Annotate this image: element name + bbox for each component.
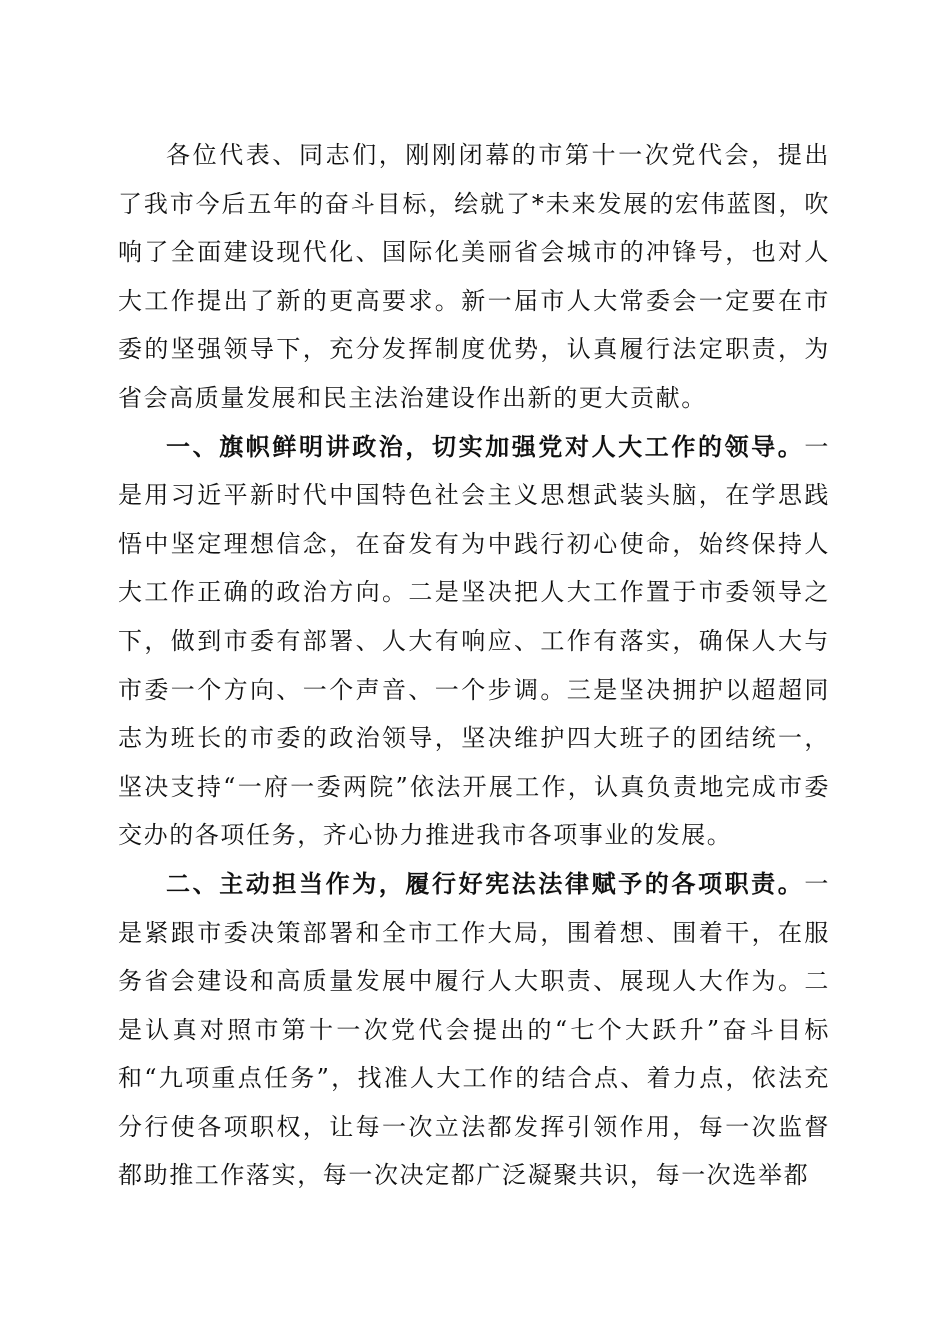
section-two-text: 一是紧跟市委决策部署和全市工作大局，围着想、围着干，在服务省会建设和高质量发展中履行人大职责、展现人大作为。二是认真对照市第十一次党代会提出的“七个大跃升”奋斗目标和“九项重点任务”，找准人大工作的结合点、着力点，依法充分行使各项职权，让每一次立法都发挥引领作用，每一次监督都助推工作落实，每一次决定都广泛凝聚共识，每一次选举都 — [118, 869, 830, 1190]
document-body — [118, 131, 830, 1200]
paragraph-section-two — [118, 860, 830, 1200]
section-two-heading: 二、主动担当作为，履行好宪法法律赋予的各项职责。 — [166, 869, 805, 898]
section-one-text: 一是用习近平新时代中国特色社会主义思想武装头脑，在学思践悟中坚定理想信念，在奋发有为中践行初心使命，始终保持人大工作正确的政治方向。二是坚决把人大工作置于市委领导之下，做到市委有部署、人大有响应、工作有落实，确保人大与市委一个方向、一个声音、一个步调。三是坚决拥护以超超同志为班长的市委的政治领导，坚决维护四大班子的团结统一，坚决支持“一府一委两院”依法开展工作，认真负责地完成市委交办的各项任务，齐心协力推进我市各项事业的发展。 — [118, 432, 830, 850]
paragraph-opening — [118, 131, 830, 423]
section-one-heading: 一、旗帜鲜明讲政治，切实加强党对人大工作的领导。 — [166, 432, 805, 461]
paragraph-opening-text: 各位代表、同志们，刚刚闭幕的市第十一次党代会，提出了我市今后五年的奋斗目标，绘就了*未来发展的宏伟蓝图，吹响了全面建设现代化、国际化美丽省会城市的冲锋号，也对人大工作提出了新的更高要求。新一届市人大常委会一定要在市委的坚强领导下，充分发挥制度优势，认真履行法定职责，为省会高质量发展和民主法治建设作出新的更大贡献。 — [118, 141, 830, 412]
paragraph-section-one — [118, 423, 830, 860]
